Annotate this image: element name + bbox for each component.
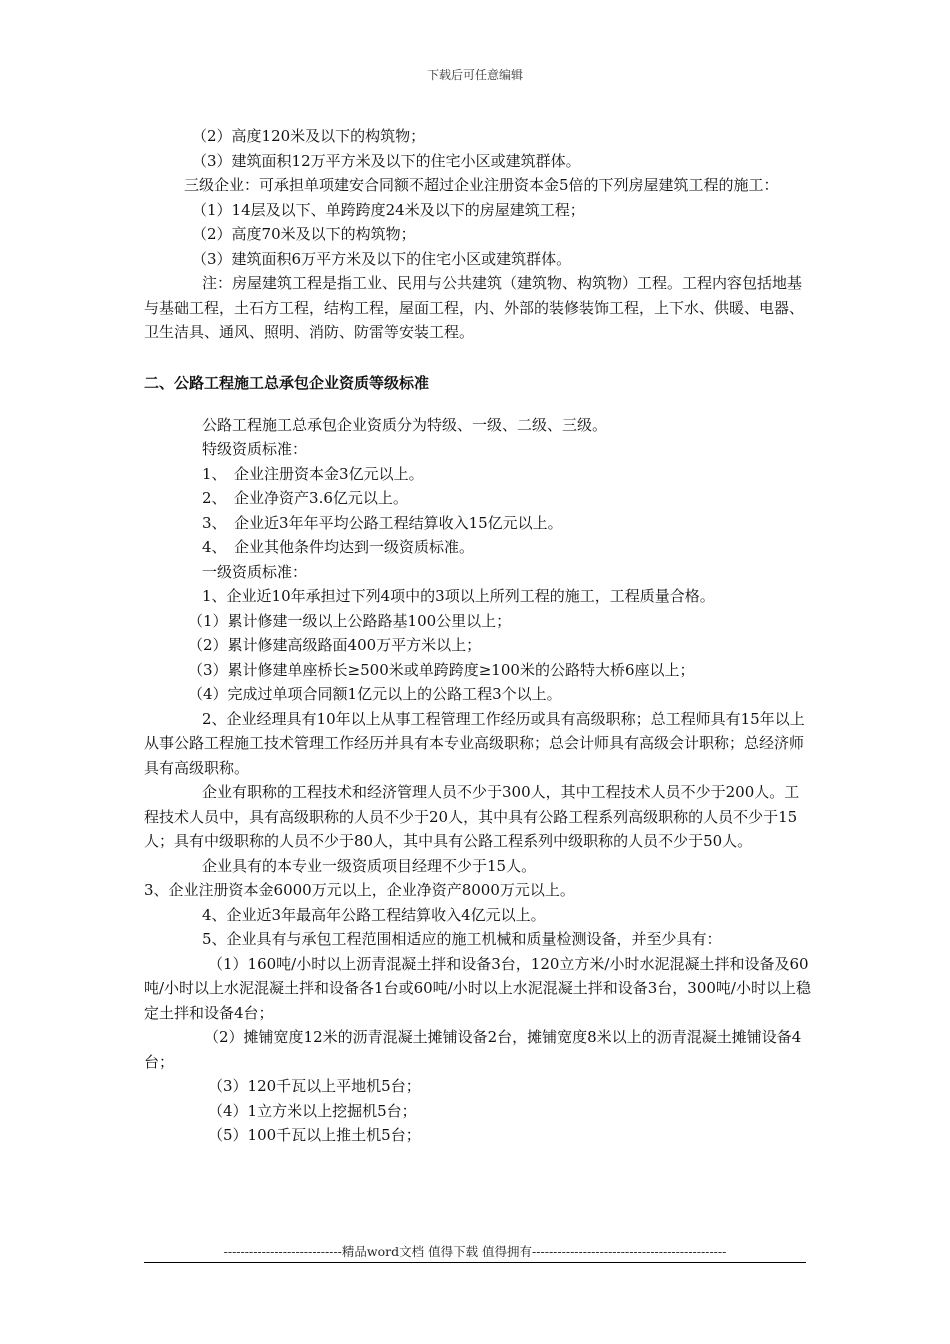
list-item: （3）累计修建单座桥长≥500米或单跨跨度≥100米的公路特大桥6座以上； [188, 660, 695, 679]
list-item: 1、企业近10年承担过下列4项中的3项以上所列工程的施工，工程质量合格。 [202, 587, 715, 605]
paragraph: 企业有职称的工程技术和经济管理人员不少于300人，其中工程技术人员不少于200人。工程技术人员中，具有高级职称的人员不少于20人，其中具有公路工程系列高级职称的人员不少于15人；具有中级职称的人员不少于80人，其中具有公路工程系列中级职称的人员不少于50人。 [144, 783, 800, 850]
list-item: （2）累计修建高级路面400万平方米以上； [188, 636, 482, 654]
list-item: 3、 企业近3年年平均公路工程结算收入15亿元以上。 [202, 513, 563, 532]
paragraph: 3、企业注册资本金6000万元以上，企业净资产8000万元以上。 [144, 881, 575, 899]
page-footer: ----------------------------精品word文档 值得下载 值得拥有---------------------------------------------- [144, 1242, 806, 1263]
list-item: （5）100千瓦以上推土机5台； [208, 1126, 421, 1144]
paragraph: 企业具有的本专业一级资质项目经理不少于15人。 [202, 856, 537, 875]
list-item: （2）摊铺宽度12米的沥青混凝土摊铺设备2台，摊铺宽度8米以上的沥青混凝土摊铺设备4台； [144, 1028, 802, 1071]
document-body [144, 124, 812, 1148]
list-item: （1）累计修建一级以上公路路基100公里以上； [188, 611, 512, 630]
first-grade-label: 一级资质标准： [202, 562, 308, 581]
list-item: 2、 企业净资产3.6亿元以上。 [202, 489, 408, 507]
special-grade-label: 特级资质标准： [202, 440, 308, 458]
list-item: （3）建筑面积6万平方米及以下的住宅小区或建筑群体。 [192, 249, 572, 268]
list-item: （1）160吨/小时以上沥青混凝土拌和设备3台，120立方米/小时水泥混凝土拌和设备及60吨/小时以上水泥混凝土拌和设备各1台或60吨/小时以上水泥混凝土拌和设备3台，300吨/小时以上稳定土拌和设备4台； [144, 954, 811, 1022]
section-heading: 二、公路工程施工总承包企业资质等级标准 [144, 373, 430, 392]
paragraph: 2、企业经理具有10年以上从事工程管理工作经历或具有高级职称；总工程师具有15年以上从事公路工程施工技术管理工作经历并具有本专业高级职称；总会计师具有高级会计职称；总经济师具有高级职称。 [144, 709, 805, 777]
list-item: 4、 企业其他条件均达到一级资质标准。 [202, 538, 475, 556]
list-item: 1、 企业注册资本金3亿元以上。 [202, 464, 424, 483]
list-item: （3）120千瓦以上平地机5台； [208, 1077, 421, 1095]
list-item: （4）1立方米以上挖掘机5台； [208, 1101, 417, 1120]
paragraph: 5、企业具有与承包工程范围相适应的施工机械和质量检测设备，并至少具有： [202, 930, 722, 948]
page-header-note: 下载后可任意编辑 [426, 68, 523, 82]
list-item: （4）完成过单项合同额1亿元以上的公路工程3个以上。 [188, 685, 562, 703]
list-item: （2）高度120米及以下的构筑物； [192, 127, 426, 145]
grade3-intro-paragraph: 三级企业：可承担单项建安合同额不超过企业注册资本金5倍的下列房屋建筑工程的施工： [184, 176, 779, 194]
list-item: （1）14层及以下、单跨跨度24米及以下的房屋建筑工程； [192, 200, 585, 219]
intro-paragraph: 公路工程施工总承包企业资质分为特级、一级、二级、三级。 [202, 415, 608, 434]
list-item: （3）建筑面积12万平方米及以下的住宅小区或建筑群体。 [192, 151, 581, 170]
note-paragraph: 注：房屋建筑工程是指工业、民用与公共建筑（建筑物、构筑物）工程。工程内容包括地基与基础工程，土石方工程，结构工程，屋面工程，内、外部的装修装饰工程，上下水、供暖、电器、卫生洁具、通风、照明、消防、防雷等安装工程。 [144, 274, 805, 341]
paragraph: 4、企业近3年最高年公路工程结算收入4亿元以上。 [202, 905, 546, 924]
list-item: （2）高度70米及以下的构筑物； [192, 225, 416, 243]
